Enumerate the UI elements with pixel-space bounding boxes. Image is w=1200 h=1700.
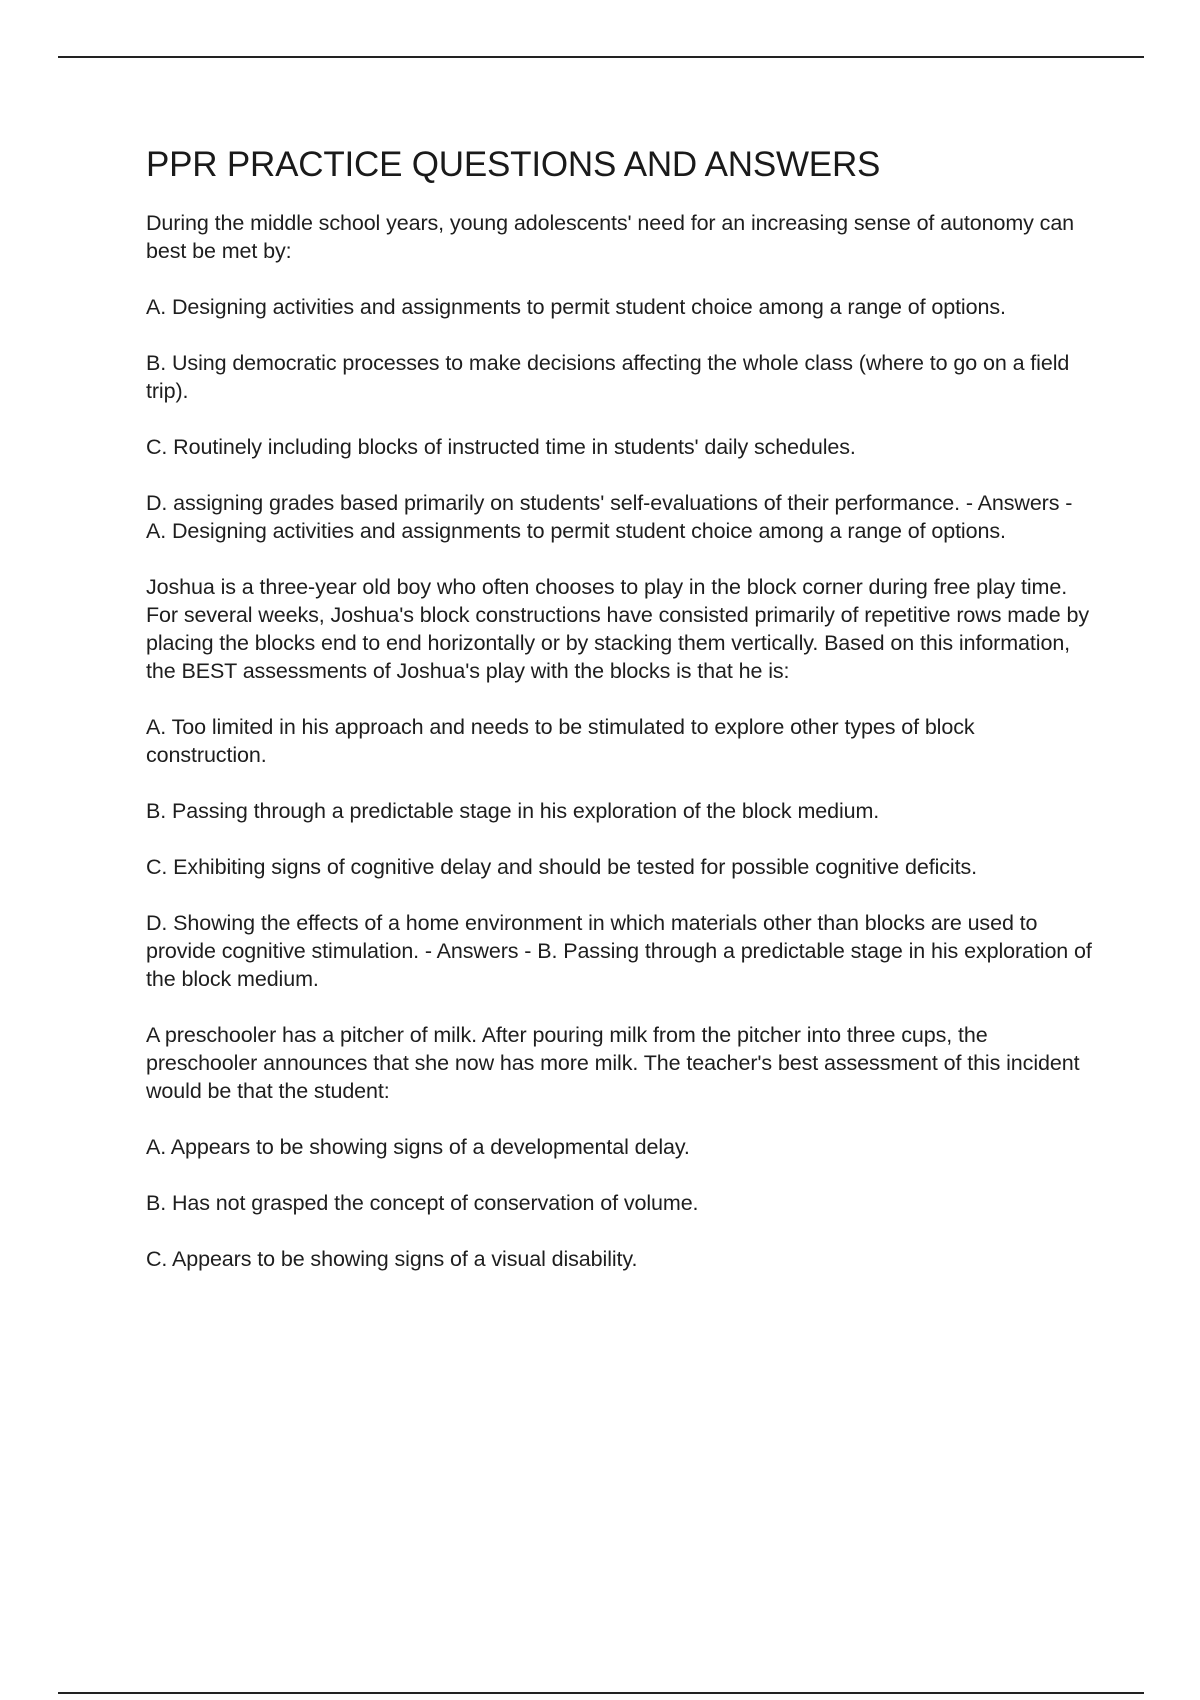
question-1-option-a: A. Designing activities and assignments to permit student choice among a range of options.: [146, 295, 1006, 319]
page-title: PPR PRACTICE QUESTIONS AND ANSWERS: [146, 145, 881, 184]
question-1-stem: During the middle school years, young adolescents' need for an increasing sense of autonomy can best be met by:: [146, 211, 1075, 263]
question-3-option-c: C. Appears to be showing signs of a visual disability.: [146, 1247, 638, 1271]
header-rule: [58, 56, 1144, 58]
question-3-stem: A preschooler has a pitcher of milk. After pouring milk from the pitcher into three cups, the preschooler announces that she now has more milk. The teacher's best assessment of this incident would be that the student:: [146, 1023, 1080, 1103]
question-2-stem: Joshua is a three-year old boy who often chooses to play in the block corner during free play time. For several weeks, Joshua's block constructions have consisted primarily of repetitive rows made by placing the blocks end to end horizontally or by stacking them vertically. Based on this information, the BEST assessments of Joshua's play with the blocks is that he is:: [146, 575, 1089, 683]
question-2-option-c: C. Exhibiting signs of cognitive delay and should be tested for possible cognitive deficits.: [146, 855, 977, 879]
document-body: [146, 143, 1096, 1301]
question-3-option-a: A. Appears to be showing signs of a developmental delay.: [146, 1135, 690, 1159]
footer-rule: [58, 1692, 1144, 1694]
question-2-option-a: A. Too limited in his approach and needs to be stimulated to explore other types of block construction.: [146, 715, 975, 767]
question-2-option-b: B. Passing through a predictable stage in his exploration of the block medium.: [146, 799, 880, 823]
question-1-option-d-with-answer: D. assigning grades based primarily on students' self-evaluations of their performance. - Answers - A. Designing activities and assignments to permit student choice among a range of options.: [146, 491, 1073, 543]
question-1-option-c: C. Routinely including blocks of instructed time in students' daily schedules.: [146, 435, 856, 459]
question-3-option-b: B. Has not grasped the concept of conservation of volume.: [146, 1191, 699, 1215]
question-1-option-b: B. Using democratic processes to make decisions affecting the whole class (where to go on a field trip).: [146, 351, 1070, 403]
question-2-option-d-with-answer: D. Showing the effects of a home environment in which materials other than blocks are used to provide cognitive stimulation. - Answers - B. Passing through a predictable stage in his exploration of the block medium.: [146, 911, 1092, 991]
